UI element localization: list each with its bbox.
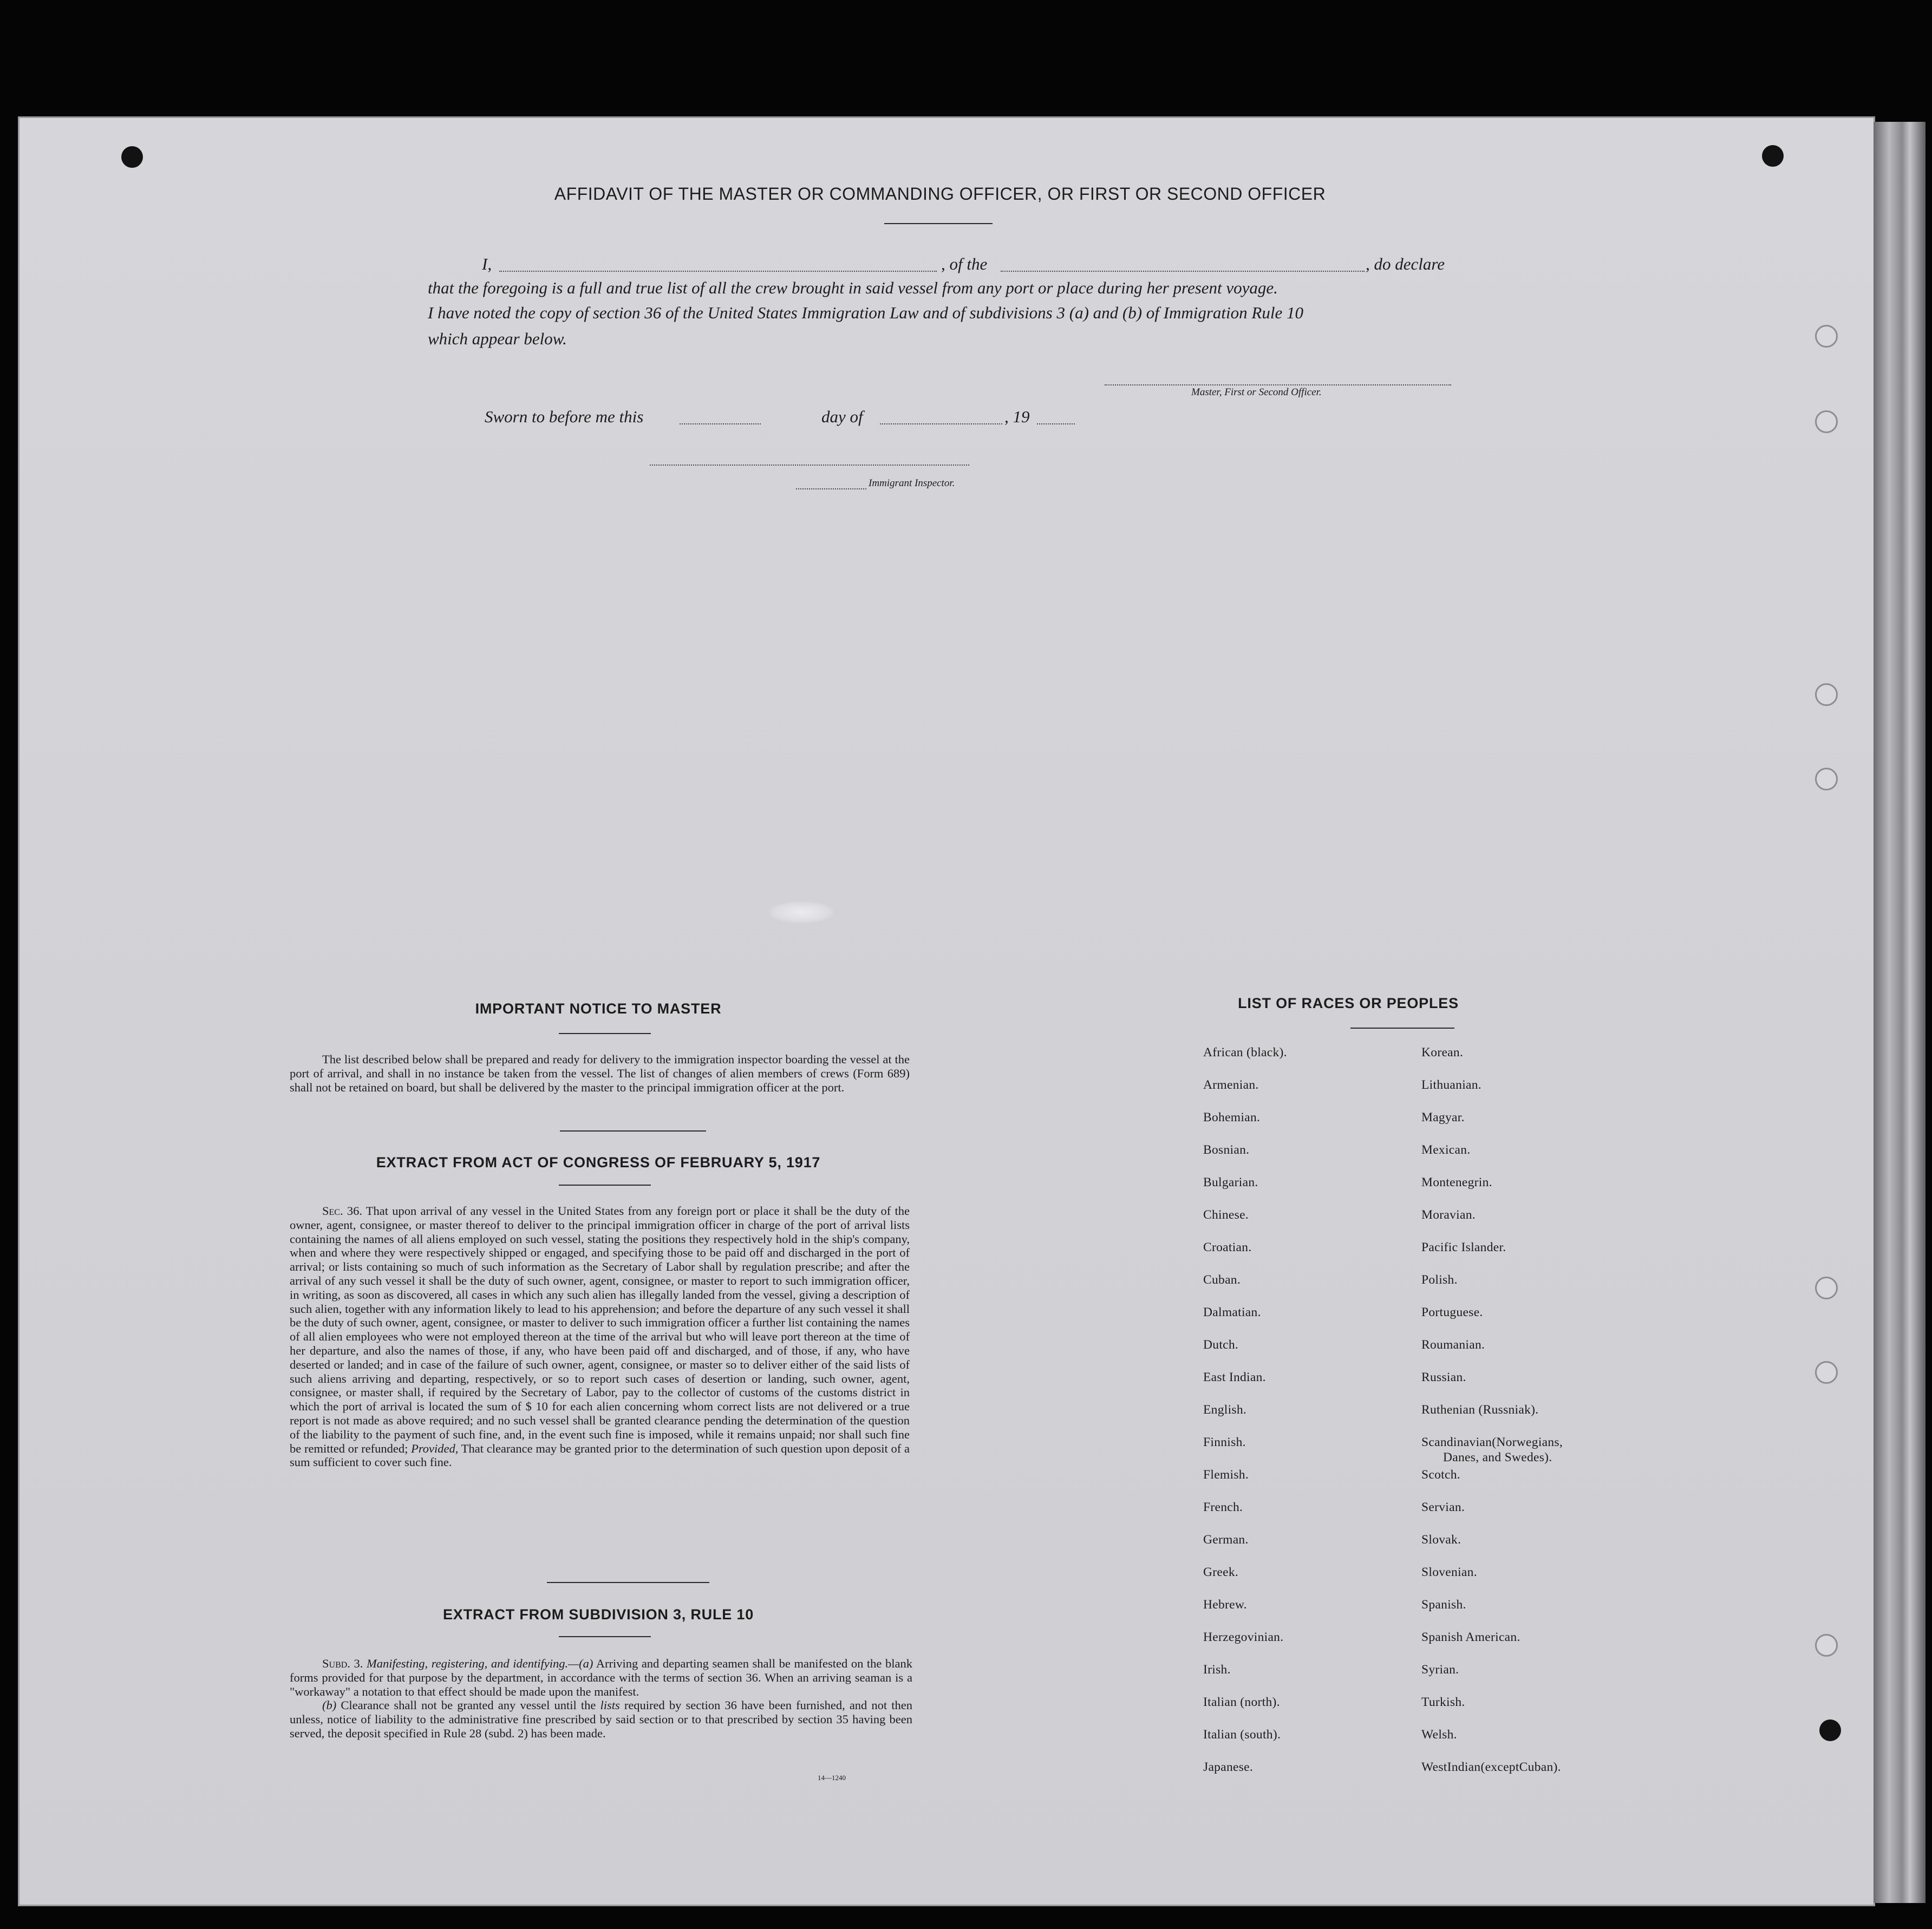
notice-bottom-rule (560, 1130, 706, 1132)
race-item: Welsh. (1421, 1728, 1457, 1742)
affidavit-i-label: I, (482, 254, 492, 273)
name-blank (499, 271, 937, 272)
binder-ring-icon (1815, 1361, 1838, 1384)
race-item: Scotch. (1421, 1468, 1460, 1482)
act-title: EXTRACT FROM ACT OF CONGRESS OF FEBRUARY 5, 1917 (376, 1154, 821, 1171)
binder-ring-icon (1815, 325, 1838, 348)
race-item: East Indian. (1203, 1370, 1266, 1384)
race-item: Roumanian. (1421, 1338, 1485, 1352)
rule-title: EXTRACT FROM SUBDIVISION 3, RULE 10 (442, 1606, 754, 1623)
race-item: WestIndian(exceptCuban). (1421, 1760, 1561, 1774)
race-item: Polish. (1421, 1273, 1458, 1287)
sworn-month-blank (880, 423, 1002, 424)
race-item: Moravian. (1421, 1208, 1476, 1222)
race-item: Dutch. (1203, 1338, 1239, 1352)
notice-rule (559, 1033, 651, 1034)
inspector-caption-lead (796, 488, 866, 489)
provided-label: Provided, (411, 1441, 459, 1455)
binder-ring-icon (1815, 1277, 1838, 1299)
master-signature-caption: Master, First or Second Officer. (1191, 387, 1322, 398)
race-item: French. (1203, 1500, 1243, 1514)
act-text-main: 36. That upon arrival of any vessel in the United States from any foreign port or place it shall be the duty of the owner, agent, consignee, or master thereof to deliver to the principal immigration officer in charge of the port of arrival lists containing the names of all aliens employed on such vessel, stating the positions they respectively hold in the ship's company, when and where they were respectively shipped or engaged, and specifying those to be paid off and discharged in the port of arrival; or lists containing so much of such information as the Secretary of Labor shall by regulation prescribe; and after the arrival of any such vessel it shall be the duty of such owner, agent, consignee, or master to report to such immigration officer, in writing, as soon as discovered, all cases in which any such alien has illegally landed from the vessel, giving a description of such alien, together with any information likely to lead to his apprehension; and before the departure of any such vessel it shall be the duty of such owner, agent, consignee, or master to deliver to such immigration officer a further list containing the names of all alien employees who were not employed thereon at the time of the arrival but who will leave port thereon at the time of her departure, and also the names of those, if any, who have been paid off and discharged, and of those, if any, who have deserted or landed; and in case of the failure of such owner, agent, consignee, or master so to deliver either of the said lists of such aliens arriving and departing, respectively, or so to report such cases of desertion or landing, such owner, agent, consignee, or master shall, if required by the Secretary of Labor, pay to the collector of customs of the customs district in which the port of arrival is located the sum of $ 10 for each alien concerning whom correct lists are not delivered or a true report is not made as above required; and no such vessel shall be granted clearance pending the determination of the question of the liability to the payment of such fine, and, in the event such fine is imposed, while it remains unpaid; nor shall such fine be remitted or refunded; (290, 1204, 910, 1455)
race-item: Chinese. (1203, 1208, 1249, 1222)
rule-paragraph-a (290, 1657, 912, 1698)
race-item: Dalmatian. (1203, 1305, 1261, 1319)
sworn-year-blank (1037, 423, 1075, 424)
sworn-day-blank (680, 423, 761, 424)
race-item: Montenegrin. (1421, 1175, 1492, 1189)
races-column-1 (1203, 1045, 1287, 1792)
race-item: Bulgarian. (1203, 1175, 1258, 1189)
lists-word: lists (600, 1698, 620, 1712)
race-item: Japanese. (1203, 1760, 1254, 1774)
races-title: LIST OF RACES OR PEOPLES (1238, 995, 1459, 1011)
race-item: Korean. (1421, 1045, 1464, 1060)
race-item-line: Scandinavian(Norwegians, (1421, 1435, 1563, 1449)
binder-ring-icon (1815, 683, 1838, 706)
sworn-label: Sworn to before me this (485, 407, 644, 426)
subd-label: Subd. (322, 1657, 350, 1670)
rule-text (290, 1657, 912, 1741)
sworn-year-label: , 19 (1004, 407, 1030, 426)
rule-text-b1: Clearance shall not be granted any vessel until the (341, 1698, 596, 1712)
race-item: Armenian. (1203, 1078, 1259, 1092)
race-item: Herzegovinian. (1203, 1630, 1284, 1644)
race-item: Russian. (1421, 1370, 1466, 1384)
race-item: English. (1203, 1403, 1247, 1417)
affidavit-title: AFFIDAVIT OF THE MASTER OR COMMANDING OFFICER, OR FIRST OR SECOND OFFICER (554, 184, 1326, 204)
race-item: African (black). (1203, 1045, 1287, 1060)
page-edge-stack (1874, 122, 1926, 1903)
race-item: Slovak. (1421, 1533, 1461, 1547)
subd-title: Manifesting, registering, and identifying.—(a) (367, 1657, 593, 1670)
sworn-line (485, 407, 1134, 429)
races-rule (1350, 1028, 1454, 1029)
form-number: 14—1240 (818, 1774, 846, 1782)
race-item: Portuguese. (1421, 1305, 1483, 1319)
title-rule (884, 223, 993, 224)
act-paragraph (290, 1204, 910, 1469)
race-item: German. (1203, 1533, 1249, 1547)
notice-text (290, 1052, 910, 1094)
inspector-signature-blank (650, 465, 969, 466)
binder-ring-icon (1815, 410, 1838, 433)
affidavit-of-the-label: , of the (941, 254, 988, 273)
binder-ring-icon (1815, 768, 1838, 790)
race-item: Turkish. (1421, 1695, 1465, 1709)
subd-number: 3. (354, 1657, 363, 1670)
race-item: Croatian. (1203, 1240, 1252, 1254)
race-item: Pacific Islander. (1421, 1240, 1506, 1254)
sec-label: Sec. (322, 1204, 343, 1218)
punch-hole-icon (1762, 145, 1784, 167)
race-item: Italian (north). (1203, 1695, 1280, 1709)
rule-paragraph-b (290, 1698, 912, 1740)
race-item: Bosnian. (1203, 1143, 1250, 1157)
binder-ring-icon (1815, 1634, 1838, 1657)
act-text-provided: That clearance may be granted prior to the determination of such question upon deposit of a sum sufficient to cover such fine. (290, 1441, 910, 1469)
rule-text-a: Arriving and departing seamen shall be manifested on the blank forms provided for that purpose by the department, in accordance with the terms of section 36. When an arriving seaman is a "workaway" a notation to that effect should be made upon the manifest. (290, 1657, 913, 1698)
race-item: Italian (south). (1203, 1728, 1281, 1742)
punch-hole-icon (1819, 1719, 1841, 1741)
affidavit-line-2: that the foregoing is a full and true list of all the crew brought in said vessel from any port or place during her present voyage. (428, 278, 1278, 297)
b-label: (b) (322, 1698, 337, 1712)
act-rule (559, 1185, 651, 1186)
notice-title: IMPORTANT NOTICE TO MASTER (475, 1001, 722, 1017)
race-item: Finnish. (1203, 1435, 1246, 1449)
race-item (1421, 1435, 1563, 1467)
race-item: Spanish. (1421, 1598, 1466, 1612)
race-item: Ruthenian (Russniak). (1421, 1403, 1539, 1417)
race-item: Mexican. (1421, 1143, 1471, 1157)
act-text (290, 1204, 910, 1469)
inspector-caption: Immigrant Inspector. (869, 478, 955, 489)
race-item: Slovenian. (1421, 1565, 1477, 1579)
race-item-continuation: Danes, and Swedes). (1443, 1450, 1552, 1464)
affidavit-line-1 (482, 254, 1451, 276)
affidavit-declare-label: , do declare (1366, 254, 1445, 273)
race-item: Servian. (1421, 1500, 1465, 1514)
punch-hole-icon (121, 146, 143, 168)
race-item: Spanish American. (1421, 1630, 1520, 1644)
rule-title-rule (559, 1636, 651, 1637)
notice-paragraph: The list described below shall be prepared and ready for delivery to the immigration inspector boarding the vessel at the port of arrival, and shall in no instance be taken from the vessel. The list of changes of alien members of crews (Form 689) shall not be retained on board, but shall be delivered by the master to the principal immigration officer at the port. (290, 1052, 910, 1094)
race-item: Hebrew. (1203, 1598, 1247, 1612)
race-item: Greek. (1203, 1565, 1239, 1579)
race-item: Bohemian. (1203, 1110, 1261, 1124)
races-column-2 (1421, 1045, 1563, 1792)
master-signature-blank (1105, 384, 1451, 385)
race-item: Lithuanian. (1421, 1078, 1481, 1092)
vessel-blank (1001, 271, 1365, 272)
race-item: Flemish. (1203, 1468, 1249, 1482)
paper-blemish (769, 901, 834, 923)
race-item: Magyar. (1421, 1110, 1465, 1124)
act-bottom-rule (547, 1582, 709, 1583)
race-item: Cuban. (1203, 1273, 1241, 1287)
rule-text-b2: required by section 36 have been furnished, and not then unless, notice of liability to the administrative fine prescribed by said section or to that prescribed by section 35 having been served, the deposit specified in Rule 28 (subd. 2) has been made. (290, 1698, 913, 1740)
race-item: Irish. (1203, 1663, 1231, 1677)
sworn-day-label: day of (821, 407, 863, 426)
race-item: Syrian. (1421, 1663, 1459, 1677)
affidavit-line-4: which appear below. (428, 329, 567, 348)
affidavit-line-3: I have noted the copy of section 36 of the United States Immigration Law and of subdivisions 3 (a) and (b) of Immigration Rule 10 (428, 303, 1303, 322)
